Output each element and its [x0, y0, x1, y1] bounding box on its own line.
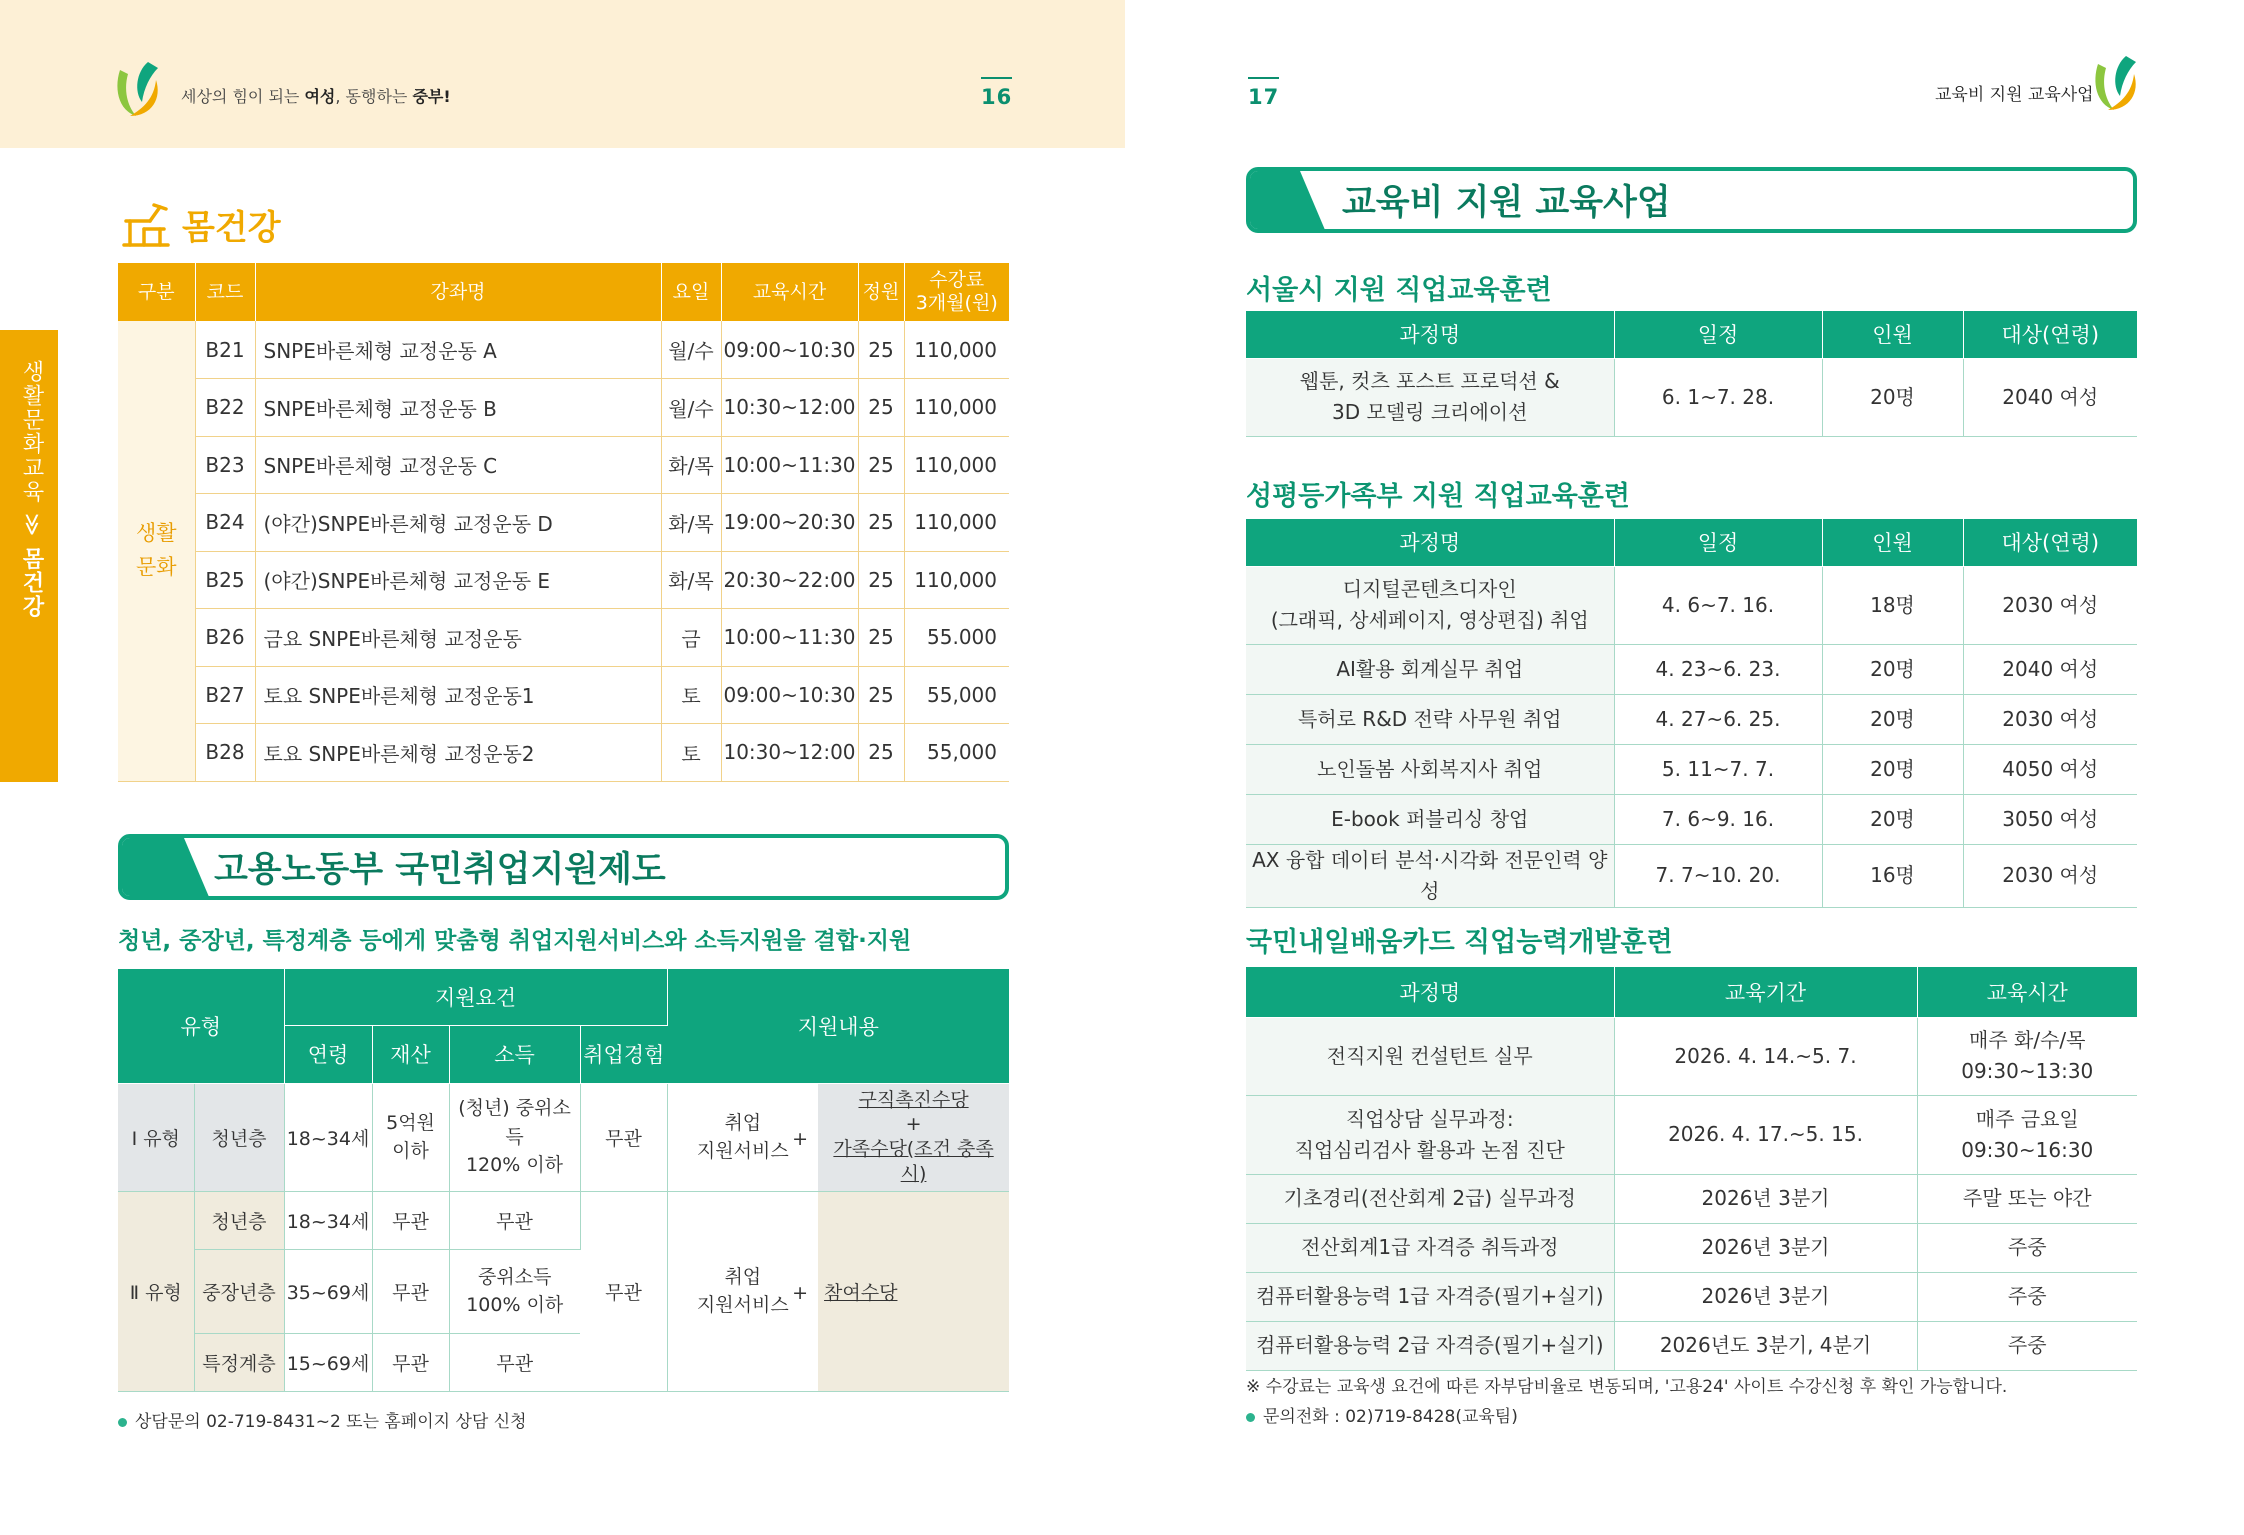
left-header-band [0, 0, 1125, 148]
seoul-training-table [1246, 311, 2137, 437]
course-code: B26 [195, 609, 255, 667]
table-cell: 4. 27~6. 25. [1614, 694, 1822, 744]
table-row [118, 494, 1009, 552]
course-day: 화/목 [661, 494, 721, 552]
allowance-participation: 참여수당 [824, 1281, 898, 1304]
course-fee: 110,000 [904, 379, 1009, 437]
table-cell: 2026. 4. 17.~5. 15. [1614, 1095, 1917, 1174]
employment-subtitle: 청년, 중장년, 특정계층 등에게 맞춤형 취업지원서비스와 소득지원을 결합·지원 [118, 928, 912, 954]
allowance-plus: + [905, 1113, 922, 1136]
type2-row-youth [118, 1191, 1009, 1249]
course-time: 09:00~10:30 [721, 666, 858, 724]
table-cell: 2026년 3분기 [1614, 1174, 1917, 1223]
table-cell: 20명 [1822, 794, 1963, 844]
course-capacity: 25 [858, 609, 904, 667]
table-cell: 20명 [1822, 644, 1963, 694]
table-row [1246, 1223, 2137, 1272]
seoul-section-title: 서울시 지원 직업교육훈련 [1246, 275, 1552, 306]
type1-experience: 무관 [580, 1083, 667, 1191]
type1-label: Ⅰ 유형 [118, 1083, 194, 1191]
employment-support-table [118, 969, 1009, 1392]
course-day: 토 [661, 724, 721, 782]
header-capacity: 정원 [858, 263, 904, 321]
ministry-section-title: 성평등가족부 지원 직업교육훈련 [1246, 481, 1630, 512]
table-cell: 웹툰, 컷츠 포스트 프로덕션 & 3D 모델링 크리에이션 [1246, 358, 1614, 436]
type2-income-special: 무관 [449, 1333, 580, 1391]
table-cell: 특허로 R&D 전략 사무원 취업 [1246, 694, 1614, 744]
course-capacity: 25 [858, 321, 904, 379]
table-cell: 노인돌봄 사회복지사 취업 [1246, 744, 1614, 794]
course-capacity: 25 [858, 666, 904, 724]
course-name: SNPE바른체형 교정운동 B [255, 379, 661, 437]
column-header: 과정명 [1246, 519, 1614, 566]
type1-age: 18~34세 [284, 1083, 372, 1191]
table-cell: 컴퓨터활용능력 1급 자격증(필기+실기) [1246, 1272, 1614, 1321]
page-number-right: 17 [1248, 77, 1279, 109]
course-code: B21 [195, 321, 255, 379]
card-section-title: 국민내일배움카드 직업능력개발훈련 [1246, 927, 1673, 958]
table-row [1246, 1272, 2137, 1321]
type2-allowance [818, 1191, 1009, 1391]
table-cell: 7. 7~10. 20. [1614, 844, 1822, 907]
table-row [1246, 744, 2137, 794]
course-fee: 55,000 [904, 724, 1009, 782]
course-code: B23 [195, 436, 255, 494]
section-title-body-health: 몸건강 [120, 200, 281, 249]
column-header: 교육기간 [1614, 967, 1917, 1017]
type2-income-youth: 무관 [449, 1191, 580, 1249]
table-header-row [1246, 967, 2137, 1017]
table-row [1246, 794, 2137, 844]
course-fee: 110,000 [904, 551, 1009, 609]
course-code: B24 [195, 494, 255, 552]
center-logo-icon [2090, 52, 2142, 114]
type2-label: Ⅱ 유형 [118, 1191, 194, 1391]
course-fee: 55.000 [904, 609, 1009, 667]
table-cell: E-book 퍼블리싱 창업 [1246, 794, 1614, 844]
course-fee: 110,000 [904, 436, 1009, 494]
course-capacity: 25 [858, 494, 904, 552]
header-fee: 수강료 3개월(원) [904, 263, 1009, 321]
type2-group-youth: 청년층 [194, 1191, 284, 1249]
course-time: 10:30~12:00 [721, 379, 858, 437]
table-cell: 20명 [1822, 744, 1963, 794]
bullet-dot-icon [118, 1418, 127, 1427]
table-row [1246, 1095, 2137, 1174]
course-time: 10:00~11:30 [721, 609, 858, 667]
column-header: 일정 [1614, 311, 1822, 358]
table-row [1246, 844, 2137, 907]
table-cell: 20명 [1822, 694, 1963, 744]
course-name: (야간)SNPE바른체형 교정운동 E [255, 551, 661, 609]
table-cell: 5. 11~7. 7. [1614, 744, 1822, 794]
header-day: 요일 [661, 263, 721, 321]
course-time: 19:00~20:30 [721, 494, 858, 552]
column-header: 교육시간 [1917, 967, 2137, 1017]
table-row [1246, 644, 2137, 694]
bullet-dot-icon [1246, 1413, 1255, 1422]
exercise-bench-icon [120, 201, 172, 249]
page-number-left: 16 [981, 77, 1012, 109]
course-code: B27 [195, 666, 255, 724]
type2-age-middle: 35~69세 [284, 1249, 372, 1333]
table-cell: 디지털콘텐츠디자인 (그래픽, 상세페이지, 영상편집) 취업 [1246, 566, 1614, 644]
course-fee: 110,000 [904, 494, 1009, 552]
type2-age-special: 15~69세 [284, 1333, 372, 1391]
table-row [118, 724, 1009, 782]
table-cell: 주중 [1917, 1321, 2137, 1370]
header-support-content: 지원내용 [667, 969, 1009, 1083]
type2-property-middle: 무관 [372, 1249, 449, 1333]
type2-service: 취업 지원서비스 [696, 1265, 789, 1316]
type2-experience: 무관 [580, 1191, 667, 1391]
table-cell: 매주 화/수/목 09:30~13:30 [1917, 1017, 2137, 1095]
course-capacity: 25 [858, 551, 904, 609]
slogan: 세상의 힘이 되는 여성, 동행하는 중부! [181, 87, 451, 106]
table-row [1246, 694, 2137, 744]
table-cell: 매주 금요일 09:30~16:30 [1917, 1095, 2137, 1174]
type2-service-cell [667, 1191, 818, 1391]
course-time: 09:00~10:30 [721, 321, 858, 379]
header-course-name: 강좌명 [255, 263, 661, 321]
type2-group-special: 특정계층 [194, 1333, 284, 1391]
body-health-class-table [118, 263, 1009, 782]
table-cell: 3050 여성 [1963, 794, 2137, 844]
table-cell: 기초경리(전산회계 2급) 실무과정 [1246, 1174, 1614, 1223]
header-requirements: 지원요건 [284, 969, 667, 1025]
column-header: 과정명 [1246, 967, 1614, 1017]
course-time: 10:00~11:30 [721, 436, 858, 494]
card-training-table [1246, 967, 2137, 1371]
header-code: 코드 [195, 263, 255, 321]
table-cell: 4. 6~7. 16. [1614, 566, 1822, 644]
table-cell: 20명 [1822, 358, 1963, 436]
table-row [1246, 566, 2137, 644]
course-day: 화/목 [661, 551, 721, 609]
table-cell: 4050 여성 [1963, 744, 2137, 794]
course-day: 금 [661, 609, 721, 667]
table-cell: 16명 [1822, 844, 1963, 907]
type2-income-middle: 중위소득 100% 이하 [449, 1249, 580, 1333]
course-name: 금요 SNPE바른체형 교정운동 [255, 609, 661, 667]
course-name: (야간)SNPE바른체형 교정운동 D [255, 494, 661, 552]
type2-property-special: 무관 [372, 1333, 449, 1391]
course-day: 화/목 [661, 436, 721, 494]
category-cell: 생활 문화 [118, 321, 195, 781]
tuition-contact [1246, 1402, 1518, 1427]
header-property: 재산 [372, 1025, 449, 1083]
header-type: 유형 [118, 969, 284, 1083]
course-capacity: 25 [858, 379, 904, 437]
table-cell: 2026년도 3분기, 4분기 [1614, 1321, 1917, 1370]
course-fee: 110,000 [904, 321, 1009, 379]
ministry-training-table [1246, 519, 2137, 908]
side-category-tab: 생활문화교육 ≫ 몸건강 [0, 330, 58, 782]
tuition-contact-text: 문의전화 : 02)719-8428(교육팀) [1263, 1407, 1518, 1427]
table-cell: 4. 23~6. 23. [1614, 644, 1822, 694]
header-time: 교육시간 [721, 263, 858, 321]
table-cell: 18명 [1822, 566, 1963, 644]
course-time: 10:30~12:00 [721, 724, 858, 782]
type2-age-youth: 18~34세 [284, 1191, 372, 1249]
allowance-job-seeking: 구직촉진수당 [858, 1088, 969, 1111]
course-code: B28 [195, 724, 255, 782]
table-cell: 주말 또는 야간 [1917, 1174, 2137, 1223]
tuition-note: ※ 수강료는 교육생 요건에 따른 자부담비율로 변동되며, '고용24' 사이트 수강신청 후 확인 가능합니다. [1246, 1377, 2008, 1397]
employment-contact-text: 상담문의 02-719-8431~2 또는 홈페이지 상담 신청 [135, 1412, 527, 1432]
type2-property-youth: 무관 [372, 1191, 449, 1249]
table-cell: 컴퓨터활용능력 2급 자격증(필기+실기) [1246, 1321, 1614, 1370]
table-row [1246, 358, 2137, 436]
header-experience: 취업경험 [580, 1025, 667, 1083]
course-name: 토요 SNPE바른체형 교정운동2 [255, 724, 661, 782]
course-fee: 55,000 [904, 666, 1009, 724]
table-row [118, 379, 1009, 437]
table-row [1246, 1321, 2137, 1370]
course-code: B22 [195, 379, 255, 437]
table-header-row [1246, 311, 2137, 358]
course-time: 20:30~22:00 [721, 551, 858, 609]
course-name: SNPE바른체형 교정운동 A [255, 321, 661, 379]
type1-service-cell [667, 1083, 818, 1191]
center-logo-icon [112, 58, 164, 120]
table-cell: 2026년 3분기 [1614, 1223, 1917, 1272]
table-cell: 전산회계1급 자격증 취득과정 [1246, 1223, 1614, 1272]
column-header: 일정 [1614, 519, 1822, 566]
table-row [118, 321, 1009, 379]
type1-row [118, 1083, 1009, 1191]
right-header-title: 교육비 지원 교육사업 [1935, 85, 2094, 105]
table-cell: 6. 1~7. 28. [1614, 358, 1822, 436]
table-cell: 2030 여성 [1963, 694, 2137, 744]
course-capacity: 25 [858, 436, 904, 494]
allowance-family: 가족수당(조건 충족 시) [833, 1138, 994, 1185]
type1-plus: + [792, 1127, 809, 1150]
type1-allowance [818, 1083, 1009, 1191]
table-row [118, 666, 1009, 724]
table-cell: 직업상담 실무과정: 직업심리검사 활용과 논점 진단 [1246, 1095, 1614, 1174]
table-row [1246, 1174, 2137, 1223]
banner-title: 교육비 지원 교육사업 [1342, 183, 1671, 223]
column-header: 과정명 [1246, 311, 1614, 358]
header-category: 구분 [118, 263, 195, 321]
header-income: 소득 [449, 1025, 580, 1083]
table-cell: 2026. 4. 14.~5. 7. [1614, 1017, 1917, 1095]
course-name: SNPE바른체형 교정운동 C [255, 436, 661, 494]
type1-service: 취업 지원서비스 [696, 1111, 789, 1162]
type1-group: 청년층 [194, 1083, 284, 1191]
table-cell: AI활용 회계실무 취업 [1246, 644, 1614, 694]
banner-title: 고용노동부 국민취업지원제도 [214, 850, 666, 890]
type1-property: 5억원 이하 [372, 1083, 449, 1191]
employment-contact [118, 1407, 527, 1432]
table-row [118, 609, 1009, 667]
table-cell: 주중 [1917, 1223, 2137, 1272]
table-cell: 주중 [1917, 1272, 2137, 1321]
employment-support-banner [118, 834, 1009, 900]
type2-group-middle: 중장년층 [194, 1249, 284, 1333]
tuition-support-banner [1246, 167, 2137, 233]
table-cell: 2040 여성 [1963, 358, 2137, 436]
table-cell: 2026년 3분기 [1614, 1272, 1917, 1321]
column-header: 대상(연령) [1963, 519, 2137, 566]
table-row [118, 551, 1009, 609]
table-cell: 2030 여성 [1963, 566, 2137, 644]
header-age: 연령 [284, 1025, 372, 1083]
table-row [1246, 1017, 2137, 1095]
course-capacity: 25 [858, 724, 904, 782]
column-header: 인원 [1822, 519, 1963, 566]
course-day: 토 [661, 666, 721, 724]
table-cell: 7. 6~9. 16. [1614, 794, 1822, 844]
course-day: 월/수 [661, 321, 721, 379]
table-header-row [118, 263, 1009, 321]
type1-income: (청년) 중위소득 120% 이하 [449, 1083, 580, 1191]
column-header: 대상(연령) [1963, 311, 2137, 358]
table-cell: AX 융합 데이터 분석·시각화 전문인력 양성 [1246, 844, 1614, 907]
table-cell: 2030 여성 [1963, 844, 2137, 907]
table-header-row [1246, 519, 2137, 566]
course-day: 월/수 [661, 379, 721, 437]
course-code: B25 [195, 551, 255, 609]
table-cell: 2040 여성 [1963, 644, 2137, 694]
type2-plus: + [792, 1281, 809, 1304]
table-row [118, 436, 1009, 494]
column-header: 인원 [1822, 311, 1963, 358]
table-cell: 전직지원 컨설턴트 실무 [1246, 1017, 1614, 1095]
course-name: 토요 SNPE바른체형 교정운동1 [255, 666, 661, 724]
